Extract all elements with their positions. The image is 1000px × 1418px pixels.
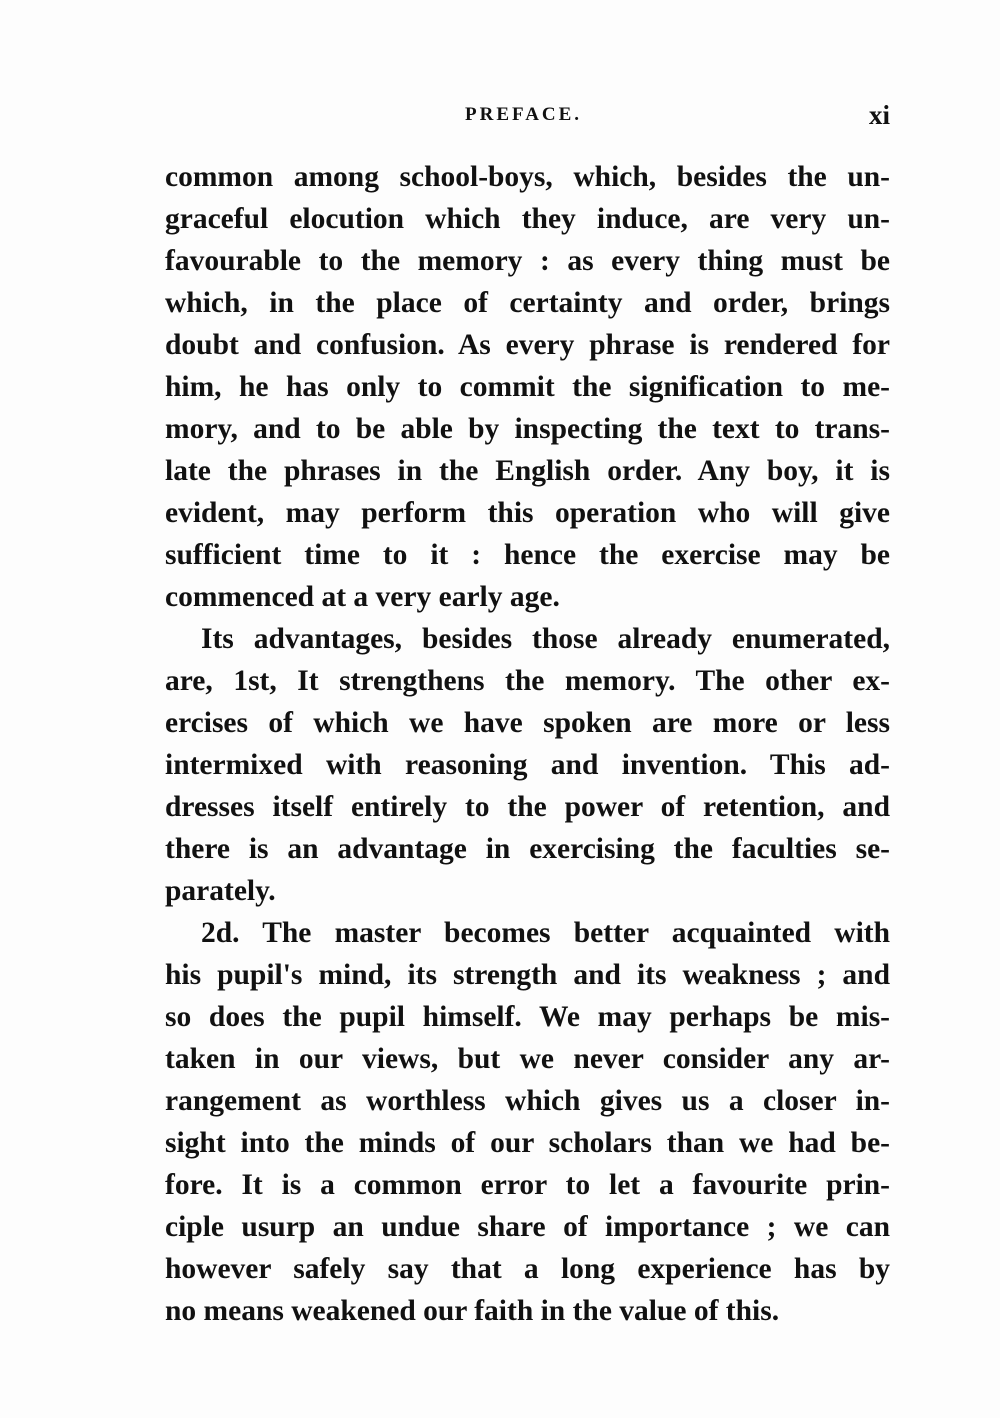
text-line: rangement as worthless which gives us a closer in-	[165, 1085, 890, 1117]
text-line: common among school-boys, which, besides the un-	[165, 161, 890, 193]
text-line: evident, may perform this operation who will give	[165, 497, 890, 529]
paragraph-2	[165, 618, 890, 912]
text-line: sufficient time to it : hence the exercise may be	[165, 539, 890, 571]
text-line: are, 1st, It strengthens the memory. The other ex-	[165, 665, 890, 697]
body-text	[165, 156, 890, 1332]
page-header	[165, 100, 890, 140]
text-line: no means weakened our faith in the value of this.	[165, 1295, 780, 1327]
text-line: his pupil's mind, its strength and its weakness ; and	[165, 959, 890, 991]
text-line: so does the pupil himself. We may perhaps be mis-	[165, 1001, 890, 1033]
text-line: 2d. The master becomes better acquainted with	[201, 917, 890, 949]
text-line: favourable to the memory : as every thing must be	[165, 245, 890, 277]
text-line: fore. It is a common error to let a favourite prin-	[165, 1169, 890, 1201]
text-line: ciple usurp an undue share of importance ; we can	[165, 1211, 890, 1243]
text-line: however safely say that a long experience has by	[165, 1253, 890, 1285]
text-line: Its advantages, besides those already enumerated,	[201, 623, 890, 655]
page-number: xi	[868, 100, 890, 130]
text-line: ercises of which we have spoken are more or less	[165, 707, 890, 739]
text-line: graceful elocution which they induce, are very un-	[165, 203, 890, 235]
paragraph-3	[165, 912, 890, 1332]
text-line: sight into the minds of our scholars than we had be-	[165, 1127, 890, 1159]
text-line: taken in our views, but we never consider any ar-	[165, 1043, 890, 1075]
text-line: dresses itself entirely to the power of retention, and	[165, 791, 890, 823]
text-line: him, he has only to commit the signification to me-	[165, 371, 890, 403]
running-title: PREFACE.	[465, 104, 583, 125]
text-line: mory, and to be able by inspecting the text to trans-	[165, 413, 890, 445]
text-line: there is an advantage in exercising the faculties se-	[165, 833, 890, 865]
text-line: which, in the place of certainty and order, brings	[165, 287, 890, 319]
text-line: doubt and confusion. As every phrase is rendered for	[165, 329, 890, 361]
text-line: commenced at a very early age.	[165, 581, 560, 613]
text-line: late the phrases in the English order. Any boy, it is	[165, 455, 890, 487]
paragraph-1	[165, 156, 890, 618]
text-line: parately.	[165, 875, 276, 907]
text-line: intermixed with reasoning and invention. This ad-	[165, 749, 890, 781]
